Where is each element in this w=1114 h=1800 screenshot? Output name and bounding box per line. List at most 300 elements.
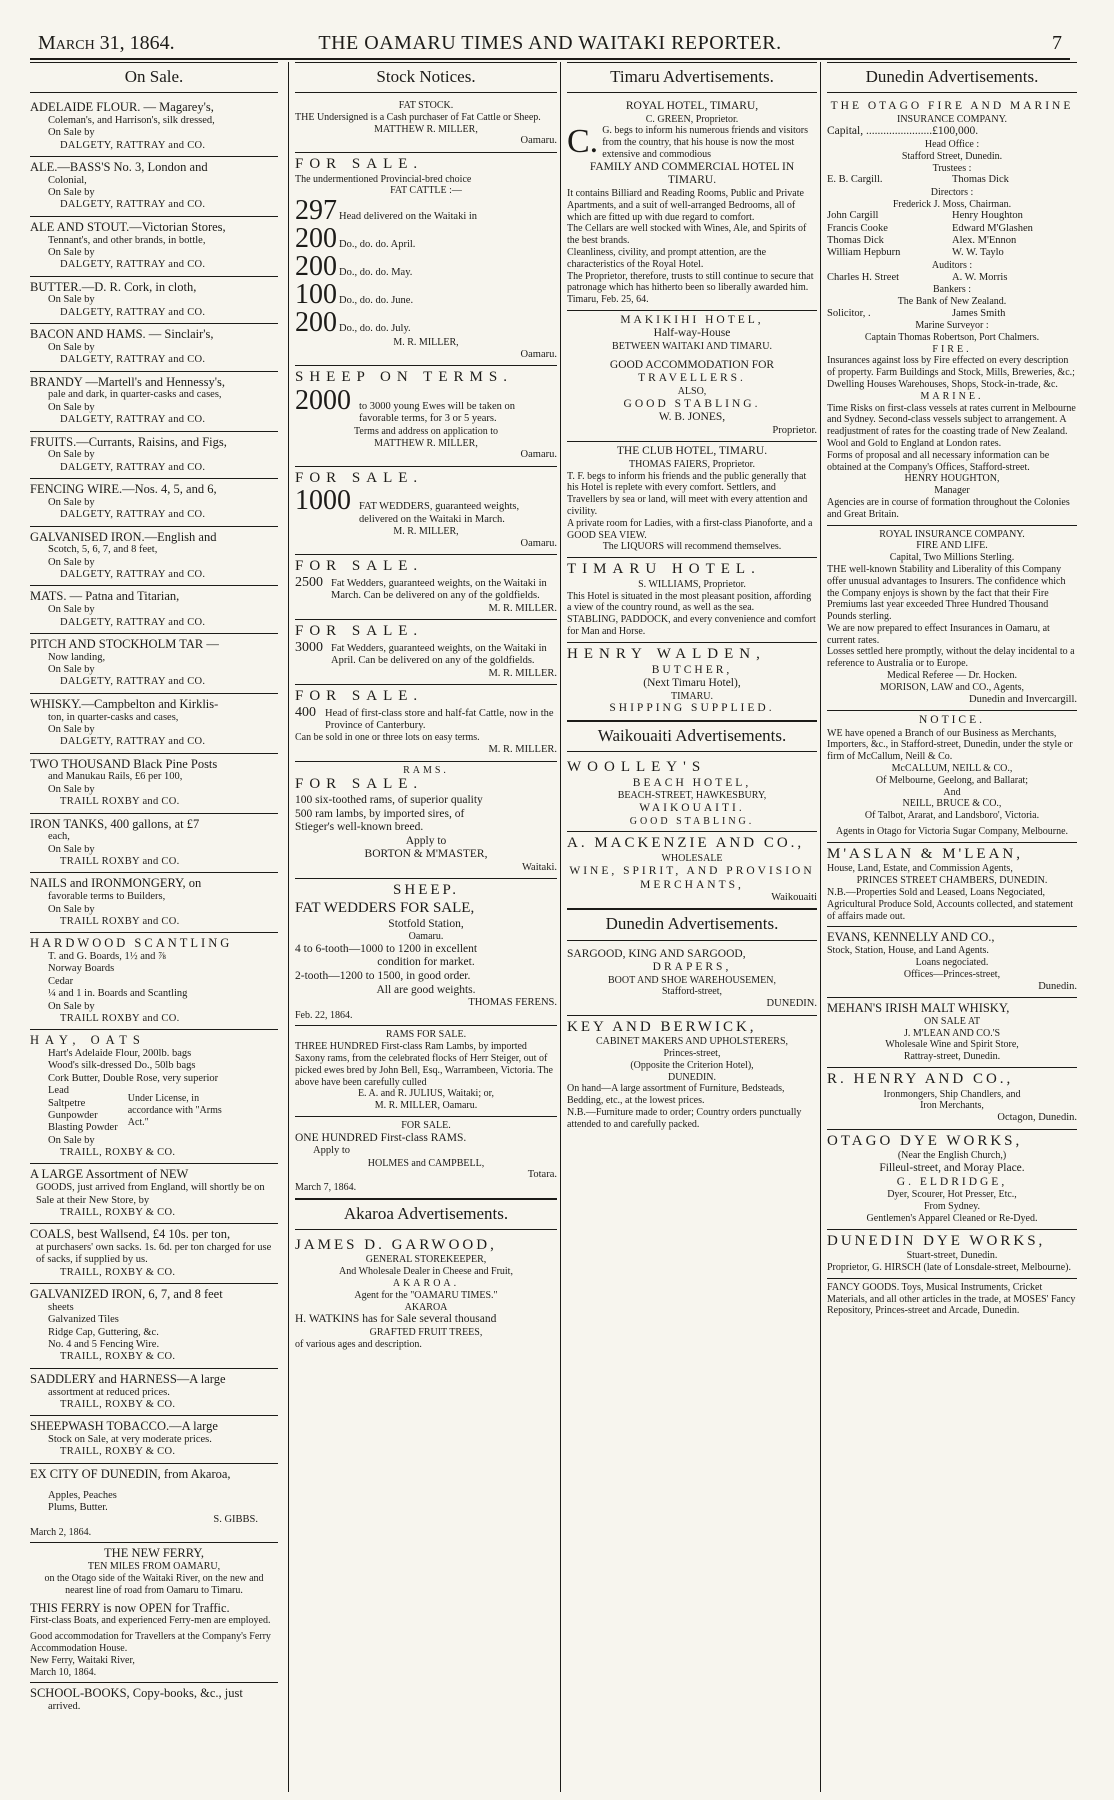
ad-heading: THE OTAGO FIRE AND MARINE (830, 100, 1074, 113)
column-subheading: Waikouaiti Advertisements. (567, 721, 817, 752)
ad-line: GOOD STABLING. (629, 815, 755, 827)
ad-label: FOR SALE. (401, 1119, 451, 1131)
ad-heading: HARDWOOD SCANTLING (30, 936, 233, 951)
ad-line: On Sale by (48, 294, 95, 306)
ad-makikihi-hotel (567, 311, 817, 442)
ad-line: Norway Boards (48, 963, 115, 975)
ad-signature: TRAILL, ROXBY & CO. (60, 1446, 176, 1458)
ad-line: Scotch, 5, 6, 7, and 8 feet, (48, 544, 158, 556)
ad-line: Offices—Princes-street, (903, 968, 1001, 980)
trustee-row (827, 174, 1077, 186)
ad-line: Agents in Otago for Victoria Sugar Company, Melbourne. (835, 825, 1069, 837)
ad-heading: FOR SALE. (295, 469, 424, 486)
on-sale-list (30, 97, 278, 933)
ad-line: T. and G. Boards, 1½ and ⅞ (48, 951, 166, 963)
ad-line: On Sale by (48, 664, 95, 676)
ad-rams-for-sale (295, 1026, 557, 1117)
director-row (827, 247, 1077, 259)
ad-line: FAT WEDDERS, guaranteed weights, delivered on the Waitaki in March. (359, 501, 520, 525)
ad-line: Thomas Dick (952, 174, 1009, 186)
ad-place: Totara. (527, 1169, 557, 1181)
ad-line: TEN MILES FROM OAMARU, (87, 1561, 221, 1573)
ad-line: Of Talbot, Ararat, and Landsboro', Victoria. (864, 810, 1040, 822)
ad-heading: FAT WEDDERS FOR SALE, (295, 899, 475, 916)
ad-line: each, (48, 831, 70, 843)
ad-key-berwick (567, 1016, 817, 1135)
ad-signature: MORISON, LAW and CO., Agents, (879, 681, 1024, 693)
ad-line: On Sale by (48, 449, 95, 461)
ad-sheep-on-terms (295, 366, 557, 466)
ad-signature: TRAILL, ROXBY & CO. (60, 1206, 176, 1218)
on-sale-ad (30, 372, 278, 432)
ad-r-henry (827, 1068, 1077, 1130)
ad-heading: SCHOOL-BOOKS, Copy-books, &c., just (30, 1686, 243, 1701)
ad-line: to 3000 young Ewes will be taken on favorable terms, for 3 or 5 years. (359, 400, 516, 425)
ad-otago-insurance (827, 97, 1077, 525)
ad-line: Dyer, Scourer, Hot Presser, Etc., (887, 1189, 1017, 1201)
ad-line: Thomas Dick (827, 235, 884, 247)
ad-henry-walden (567, 643, 817, 721)
ad-signature: HOLMES and CAMPBELL, (367, 1157, 485, 1169)
ad-line: arrived. (48, 1701, 81, 1713)
on-sale-ad (30, 814, 278, 874)
ad-line: PRINCES STREET CHAMBERS, DUNEDIN. (856, 875, 1048, 887)
ad-line: Edward M'Glashen (952, 222, 1033, 234)
ad-line: at purchasers' own sacks. 1s. 6d. per ton charged for use of sacks, if supplied by us. (36, 1242, 272, 1266)
ad-line: Solicitor, . (827, 307, 871, 319)
ad-line: FIRE AND LIFE. (916, 540, 988, 552)
ad-label: RAMS. (403, 764, 449, 776)
ad-line: Time Risks on first-class vessels at rates current in Melbourne and Sydney. Second-class vessels subject to arrangement. A readjustment of rates for the coasting trade of New Zealand. Wool and Gold to England at London rates. (827, 402, 1076, 449)
ad-signature: M. R. MILLER. (488, 602, 557, 614)
ad-line: condition for market. (377, 956, 475, 969)
director-row (827, 210, 1077, 222)
issue-date: March 31, 1864. (38, 32, 175, 54)
ad-line: Charles H. Street (827, 271, 900, 283)
ad-line: And Wholesale Dealer in Cheese and Fruit, (339, 1266, 513, 1278)
ad-heading: ALE.—BASS'S No. 3, London and (30, 159, 208, 174)
ad-line: This Hotel is situated in the most pleasant position, affording a view of the country round, as well as the sea. (567, 590, 812, 614)
ad-signature: DALGETY, RATTRAY and CO. (60, 306, 206, 318)
ad-line: assortment at reduced prices. (48, 1386, 170, 1398)
on-sale-ad (30, 873, 278, 933)
ad-coals (30, 1224, 278, 1284)
ad-line: THIS FERRY is now OPEN for Traffic. (30, 1600, 230, 1615)
ad-line: NEILL, BRUCE & CO., (902, 798, 1002, 810)
ad-signature: DALGETY, RATTRAY and CO. (60, 139, 206, 151)
ad-signature: S. GIBBS. (213, 1514, 258, 1526)
ad-line: On Sale by (48, 556, 95, 568)
ad-heading: WHISKY.—Campbelton and Kirklis- (30, 696, 219, 711)
ad-line: Fat Wedders, guaranteed weights, on the Waitaki in March. Can be delivered on any of the goldfields. (331, 577, 547, 602)
ad-place: Oamaru. (408, 931, 444, 943)
ad-line: Can be sold in one or three lots on easy terms. (295, 732, 480, 744)
ad-line: No. 4 and 5 Fencing Wire. (48, 1339, 160, 1351)
ad-place: Waikouaiti (771, 892, 817, 904)
ad-heading: NOTICE. (918, 714, 986, 727)
ad-place: DUNEDIN. (766, 998, 817, 1010)
ad-woolleys (567, 756, 817, 832)
ad-signature: M. R. MILLER. (488, 667, 557, 679)
ad-line: on the Otago side of the Waitaki River, on the new and nearest line of road from Oamaru to Timaru. (44, 1573, 264, 1596)
ad-line: STABLING, PADDOCK, and every convenience and comfort for Man and Horse. (567, 614, 816, 638)
director-row (827, 235, 1077, 247)
ad-heading: ALE AND STOUT.—Victorian Stores, (30, 219, 226, 234)
ad-line: Auditors : (931, 259, 973, 271)
ad-line: GOOD ACCOMMODATION FOR (609, 358, 775, 371)
ad-hardwood (30, 933, 278, 1030)
ad-line: ton, in quarter-casks and cases, (48, 711, 179, 723)
ad-signature: DALGETY, RATTRAY and CO. (60, 676, 206, 688)
ad-line: And (943, 786, 961, 798)
ad-line: Wholesale Wine and Spirit Store, (885, 1039, 1019, 1051)
ad-heading: SHEEPWASH TOBACCO.—A large (30, 1419, 218, 1434)
ad-label: RAMS FOR SALE. (385, 1029, 467, 1041)
ad-fancy-goods (827, 1279, 1077, 1321)
ad-line: Do., do. do. April. (339, 239, 416, 251)
ad-heading: SHEEP ON TERMS. (295, 369, 513, 386)
ad-place: Oamaru. (520, 449, 557, 461)
ad-sargood (567, 945, 817, 1016)
ad-line: Stotfold Station, (388, 917, 464, 930)
ad-place: Oamaru. (520, 135, 557, 147)
ad-line: INSURANCE COMPANY. (896, 113, 1008, 125)
ad-row (295, 641, 557, 668)
ad-subheading: FIRE. (932, 343, 972, 355)
ad-line: pale and dark, in quarter-casks and cases, (48, 389, 222, 401)
solicitor-row (827, 308, 1077, 320)
ad-line: DRAPERS, (652, 961, 732, 974)
ad-line: (Next Timaru Hotel), (643, 677, 741, 690)
ad-line: Proprietor, G. HIRSCH (late of Lonsdale-street, Melbourne). (827, 1262, 1071, 1274)
ad-note: Under License, in accordance with "Arms Act." (127, 1093, 222, 1128)
column-subheading: Dunedin Advertisements. (567, 909, 817, 940)
ad-line: We are now prepared to effect Insurances in Oamaru, at current rates. (827, 622, 1050, 646)
ad-sheep (295, 879, 557, 1026)
ad-signature: DALGETY, RATTRAY and CO. (60, 199, 206, 211)
ad-heading: EVANS, KENNELLY AND CO., (827, 930, 995, 945)
ad-line: On Sale by (48, 341, 95, 353)
ad-date: Feb. 22, 1864. (295, 1009, 353, 1021)
ad-line: DUNEDIN. (667, 1071, 717, 1083)
ad-line: BEACH-STREET, HAWKESBURY, (617, 790, 767, 802)
ad-signature: M. R. MILLER. (488, 744, 557, 756)
ad-large-assortment (30, 1164, 278, 1224)
ad-line: T. F. begs to inform his friends and the public generally that his Hotel is replete with every comfort. Settlers, and Travellers by sea or land, will meet with every attention and civility. (567, 470, 808, 517)
ad-line: The Cellars are well stocked with Wines, Ale, and Spirits of the best brands. (567, 223, 807, 247)
on-sale-ad (30, 634, 278, 694)
ad-line: GOOD STABLING. (623, 397, 761, 410)
ad-line: C. GREEN, Proprietor. (645, 113, 739, 125)
ad-line: Frederick J. Moss, Chairman. (892, 198, 1012, 210)
head-count: 3000 (295, 639, 323, 655)
ad-signature: M. R. MILLER, (393, 526, 459, 538)
ad-line: Ridge Cap, Guttering, &c. (48, 1326, 159, 1338)
director-row (827, 223, 1077, 235)
ad-line: Colonial, (48, 174, 87, 186)
ad-heading: OTAGO DYE WORKS, (827, 1132, 1023, 1149)
ad-royal-hotel (567, 97, 817, 311)
drop-cap: C. (567, 123, 599, 161)
ad-heading: THE NEW FERRY, (104, 1546, 204, 1561)
head-count: 200 (295, 223, 337, 255)
ad-row (295, 706, 557, 733)
ad-line: Trustees : (932, 162, 972, 174)
ad-signature: TRAILL ROXBY and CO. (60, 915, 180, 927)
ad-line: of various ages and description. (295, 1338, 422, 1350)
on-sale-ad (30, 217, 278, 277)
ad-signature: DALGETY, RATTRAY and CO. (60, 736, 206, 748)
ad-heading: R. HENRY AND CO., (827, 1070, 1014, 1087)
ad-line: Do., do. do. May. (339, 267, 413, 279)
ad-signature: M. R. MILLER, Oamaru. (374, 1100, 478, 1112)
ad-saddlery (30, 1369, 278, 1417)
ad-date: March 10, 1864. (30, 1666, 97, 1678)
ad-line: Dunedin. (1038, 980, 1077, 992)
ad-role: Proprietor. (772, 424, 817, 436)
on-sale-ad (30, 324, 278, 372)
ad-line: 500 ram lambs, by imported sires, of (295, 807, 465, 820)
ad-title: FAMILY AND COMMERCIAL HOTEL IN TIMARU. (589, 160, 795, 187)
ad-heading: MEHAN'S IRISH MALT WHISKY, (827, 1000, 1010, 1015)
ad-line: On Sale by (48, 246, 95, 258)
ad-line: House, Land, Estate, and Commission Agents, (827, 863, 1013, 875)
ad-line: On Sale by (48, 783, 95, 795)
ad-signature: TRAILL ROXBY and CO. (60, 796, 180, 808)
ad-heading: DUNEDIN DYE WORKS, (827, 1232, 1046, 1249)
ad-heading: MAKIKIHI HOTEL, (620, 313, 764, 326)
ad-line: ALSO, (677, 385, 707, 397)
ad-fat-stock (295, 97, 557, 153)
ad-line: 100 six-toothed rams, of superior quality (295, 794, 483, 806)
ad-line: William Hepburn (827, 247, 901, 259)
ad-garwood (295, 1234, 557, 1355)
column-on-sale (30, 62, 278, 1792)
ad-line: BETWEEN WAITAKI AND TIMARU. (612, 341, 772, 353)
ad-line: McCALLUM, NEILL & CO., (891, 763, 1013, 774)
ad-signature: DALGETY, RATTRAY and CO. (60, 259, 206, 271)
ad-place: Dunedin and Invercargill. (969, 693, 1077, 705)
ad-school-books (30, 1683, 278, 1717)
ad-heading: HENRY WALDEN, (567, 645, 766, 662)
head-count: 1000 (295, 485, 351, 517)
ad-place: Waitaki. (521, 861, 557, 873)
ad-subheading: MARINE. (920, 390, 984, 402)
ad-signature: TRAILL, ROXBY & CO. (60, 1266, 176, 1278)
ad-line: TRAVELLERS. (638, 372, 746, 385)
ad-signature: BORTON & M'MASTER, (364, 848, 488, 861)
ad-line: On Sale by (48, 187, 95, 199)
ad-signature: MATTHEW R. MILLER, (374, 437, 478, 449)
cattle-row (295, 309, 557, 337)
ad-line: Apples, Peaches (48, 1489, 117, 1501)
ad-club-hotel (567, 442, 817, 558)
ad-heading: FOR SALE. (295, 558, 424, 575)
ad-heading: A LARGE Assortment of NEW (30, 1167, 189, 1182)
ad-line: S. WILLIAMS, Proprietor. (638, 578, 746, 590)
ad-line: N.B.—Furniture made to order; Country orders punctually attended to and carefully packed. (567, 1107, 802, 1130)
ad-heading: ROYAL HOTEL, TIMARU, (625, 100, 759, 113)
ad-notice (827, 711, 1077, 843)
ad-line: G. ELDRIDGE, (896, 1175, 1008, 1188)
ad-line: BEACH HOTEL, (632, 776, 752, 789)
ad-heading: NAILS and IRONMONGERY, on (30, 876, 202, 891)
ad-line: On Sale by (48, 496, 95, 508)
ad-heading: MATS. — Patna and Titarian, (30, 589, 180, 604)
ad-heading: EX CITY OF DUNEDIN, from Akaroa, (30, 1466, 231, 1481)
column-dunedin (820, 62, 1077, 1792)
ad-date: March 2, 1864. (30, 1526, 92, 1538)
ad-for-sale-cattle-400 (295, 685, 557, 762)
ad-line: FANCY GOODS. Toys, Musical Instruments, Cricket Materials, and all other articles in the trade, at MOSES' Fancy Repository, Princes-street and Arcade, Dunedin. (827, 1281, 1076, 1317)
ad-line: The undermentioned Provincial-bred choice (295, 173, 472, 185)
ad-line: WINE, SPIRIT, AND PROVISION (569, 864, 815, 877)
cattle-row (295, 281, 557, 309)
ad-heading: ONE HUNDRED First-class RAMS. (295, 1131, 467, 1144)
ad-heading: BRANDY —Martell's and Hennessy's, (30, 374, 225, 389)
ad-line: Henry Houghton (952, 210, 1023, 222)
ad-heading: FENCING WIRE.—Nos. 4, 5, and 6, (30, 482, 217, 497)
ad-heading: GALVANIZED IRON, 6, 7, and 8 feet (30, 1287, 223, 1302)
on-sale-ad (30, 432, 278, 480)
column-stock-notices (288, 62, 557, 1792)
ad-line: A. W. Morris (952, 271, 1008, 283)
ad-heading: TWO THOUSAND Black Pine Posts (30, 756, 218, 771)
ad-line: It contains Billiard and Reading Rooms, Public and Private Apartments, and a suit of well-arranged Bedrooms, all of which are fitted up with due regard to comfort. (567, 187, 804, 223)
ad-line: AKAROA (404, 1301, 448, 1313)
ad-line: SHIPPING SUPPLIED. (609, 702, 775, 715)
ad-line: John Cargill (827, 210, 879, 222)
column-heading: Timaru Advertisements. (567, 62, 817, 93)
head-count: 400 (295, 704, 316, 720)
column-heading: Dunedin Advertisements. (827, 62, 1077, 93)
ad-line: The LIQUORS will recommend themselves. (602, 541, 782, 553)
ad-line: 2-tooth—1200 to 1500, in good order. (295, 970, 471, 983)
ad-line: G. begs to inform his numerous friends and visitors from the country, that his house is now the most extensive and commodious (602, 125, 808, 160)
ad-line: BOOT AND SHOE WAREHOUSEMEN, (608, 974, 776, 986)
ad-line: Losses settled here promptly, without the delay incidental to a reference to Australia or to Europe. (827, 646, 1075, 670)
ad-line: Fat Wedders, guaranteed weights, on the Waitaki in April. Can be delivered on any of the goldfields. (331, 642, 547, 667)
ad-for-sale-wedders-1000 (295, 467, 557, 556)
ad-line: CABINET MAKERS AND UPHOLSTERERS, (595, 1036, 789, 1048)
on-sale-ad (30, 754, 278, 814)
ad-maslan (827, 843, 1077, 928)
ad-line: Coleman's, and Harrison's, silk dressed, (48, 114, 215, 126)
on-sale-ad (30, 277, 278, 325)
ad-line: Medical Referee — Dr. Hocken. (887, 670, 1017, 682)
ad-line: Princes-street, (663, 1048, 721, 1060)
ad-heading: JAMES D. GARWOOD, (295, 1236, 497, 1253)
cattle-row (295, 225, 557, 253)
ad-line: Stieger's well-known breed. (295, 821, 424, 834)
ad-role: Manager (934, 485, 970, 497)
ad-line: Filleul-street, and Moray Place. (879, 1162, 1025, 1175)
ad-line: BUTCHER, (651, 663, 733, 676)
ad-line: On Sale by (48, 401, 95, 413)
ad-line: James Smith (952, 307, 1006, 319)
ad-line: Francis Cooke (827, 222, 888, 234)
ad-line: Iron Merchants, (920, 1100, 984, 1112)
ad-heading: ROYAL INSURANCE COMPANY. (879, 528, 1025, 540)
ad-line: Bankers : (932, 284, 972, 295)
head-count: 100 (295, 279, 337, 311)
ad-signature: TRAILL, ROXBY & CO. (60, 1147, 176, 1159)
ad-otago-dye-works (827, 1130, 1077, 1230)
ad-heading: FOR SALE. (295, 155, 424, 172)
ad-for-sale-wedders-3000 (295, 620, 557, 685)
ad-line: Now landing, (48, 651, 106, 663)
ad-line: A private room for Ladies, with a first-class Pianoforte, and a GOOD SEA VIEW. (567, 517, 813, 541)
ad-ex-dunedin (30, 1464, 278, 1544)
column-timaru (560, 62, 817, 1792)
head-count: 297 (295, 195, 337, 227)
ad-signature: DALGETY, RATTRAY and CO. (60, 461, 206, 473)
ad-heading: FOR SALE. (295, 623, 424, 640)
ad-line: Lead (48, 1085, 69, 1097)
ad-heading: COALS, best Wallsend, £4 10s. per ton, (30, 1227, 231, 1242)
ad-line: The Bank of New Zealand. (897, 295, 1007, 307)
ad-signature: TRAILL, ROXBY & CO. (60, 1398, 176, 1410)
ad-line: MERCHANTS, (640, 878, 744, 891)
on-sale-ad (30, 586, 278, 634)
ad-line: On hand—A large assortment of Furniture, Bedsteads, Bedding, etc., at the lowest prices. (567, 1083, 785, 1107)
ad-line: Capital, Two Millions Sterling. (889, 552, 1015, 564)
ad-line: Good accommodation for Travellers at the Company's Ferry Accommodation House. (30, 1631, 271, 1654)
ad-date: March 7, 1864. (295, 1181, 357, 1193)
ad-line: THREE HUNDRED First-class Ram Lambs, by imported Saxony rams, from the celebrated flocks of Herr Steiger, out of picked ewes bred by John Bell, Esq., Warrambeen, Victoria. The above have been carefully culled (295, 1041, 553, 1088)
ad-heading: SARGOOD, KING AND SARGOOD, (567, 947, 746, 960)
ad-line: Cedar (48, 975, 74, 987)
ad-line: sheets (48, 1301, 74, 1313)
ad-line: favorable terms to Builders, (48, 891, 166, 903)
ad-line: Galvanized Tiles (48, 1314, 119, 1326)
ad-line: Apply to (405, 834, 447, 847)
ad-line: N.B.—Properties Sold and Leased, Loans Negociated, Agricultural Produce Sold, Accounts collected, and statement of affairs made out. (827, 887, 1074, 922)
ad-line: FAT CATTLE :— (390, 185, 462, 197)
ad-dunedin-dye-works (827, 1230, 1077, 1279)
ad-line: Stuart-street, Dunedin. (906, 1250, 998, 1262)
ad-line: Of Melbourne, Geelong, and Ballarat; (875, 774, 1029, 786)
ad-heading: GALVANISED IRON.—English and (30, 529, 217, 544)
ad-rams (295, 762, 557, 880)
ad-line: Octagon, Dunedin. (997, 1112, 1077, 1124)
ad-line: W. W. Taylo (952, 247, 1004, 259)
ad-heading: FOR SALE. (295, 776, 424, 793)
ad-heading: KEY AND BERWICK, (567, 1018, 757, 1035)
ad-for-sale-wedders-2500 (295, 555, 557, 620)
ad-row (295, 576, 557, 603)
ad-line: Directors : (930, 186, 974, 198)
ad-row (295, 384, 557, 426)
ad-new-ferry (30, 1543, 278, 1683)
ad-line: Tennant's, and other brands, in bottle, (48, 234, 206, 246)
ad-line: On Sale by (48, 903, 95, 915)
ad-signature: W. B. JONES, (658, 411, 726, 424)
ad-signature: DALGETY, RATTRAY and CO. (60, 509, 206, 521)
head-count: 2000 (295, 384, 351, 416)
ad-line: Head Office : (924, 138, 980, 150)
ad-line: Captain Thomas Robertson, Port Chalmers. (864, 331, 1040, 343)
cattle-row (295, 253, 557, 281)
ad-heading: SADDLERY and HARNESS—A large (30, 1371, 226, 1386)
on-sale-ad (30, 157, 278, 217)
ad-heading: IRON TANKS, 400 gallons, at £7 (30, 816, 200, 831)
cattle-row (295, 197, 557, 225)
ad-line: From Sydney. (923, 1200, 981, 1212)
ad-line: Agencies are in course of formation throughout the Colonies and Great Britain. (827, 496, 1070, 520)
ad-line: THE well-known Stability and Liberality of this Company offer unusual advantages to Insurers. The confidence which the Company enjoys is shown by the fact that their Fire Premiums last year exceeded Three Hundred Thousand Pounds sterling. (827, 563, 1066, 623)
ad-line: Blasting Powder (48, 1122, 118, 1134)
